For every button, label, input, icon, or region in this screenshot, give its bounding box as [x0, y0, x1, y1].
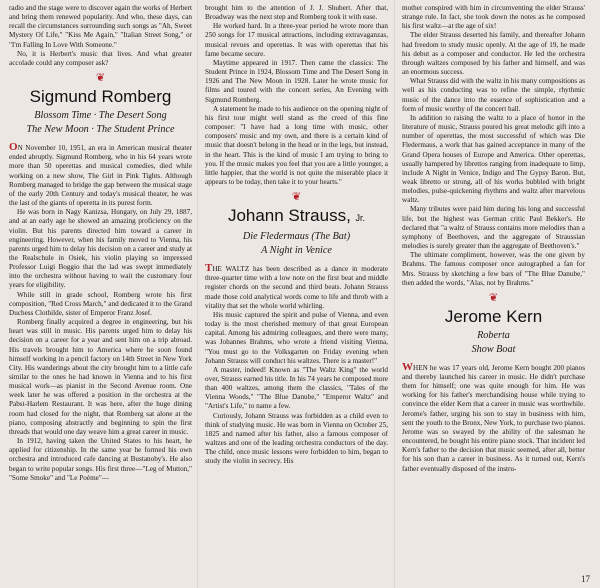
- heading-suffix: Jr.: [355, 213, 366, 224]
- paragraph: mother conspired with him in circumventing the elder Strauss' strange rule. In fact, she took down the notes as he composed his first waltz—at the age of six!: [402, 4, 585, 31]
- works-subtitle: Die Fledermaus (The Bat): [242, 231, 351, 243]
- paragraph: In 1912, having taken the United States to his heart, he applied for citizenship. In the same year he formed his own orchestra and introduced cafe dancing at Bustanoby's. He also began to write popular songs. His first three—"Leg of Mutton," "Some Smoke" and "Le Poème"—: [9, 437, 192, 482]
- paragraph-text: HEN he was 17 years old, Jerome Kern bought 200 pianos and thereby launched his career in music. He didn't purchase them for himself; one was quite enough for him. He was working for his father's merchandising house while trying to convince the elder Kern that a career in music was worthwhile. Jerome's father, urging his son to stay in business with him, sent the youth to the Bronx, New York, to purchase two pianos. Jerome was so swayed by the ability of the salesman he encountered, he bought his entire piano stock. That incident led Kern's father to the decision that music seemed, after all, better for his son than a career in business. As it turned out, Kern's father eventually disposed of the instru-: [402, 363, 585, 473]
- paragraph: His music captured the spirit and pulse of Vienna, and even today is the most cherished memory of that great European capital. Among his admiring colleagues, and there were many, was Johannes Brahms, who wrote a friend visiting Vienna, "You must go to the Volksgarten on Friday evening when Johann Strauss will conduct his waltzes. There is a master!": [205, 310, 388, 365]
- heading-text: Johann Strauss,: [227, 206, 351, 226]
- paragraph: The ultimate compliment, however, was the one given by Brahms. The famous composer once autographed a fan for Mrs. Strauss by sketching a few bars of "The Blue Danube," then added the words, "Alas, not by Brahms.": [402, 251, 585, 287]
- ornament-icon: ❦: [291, 191, 302, 204]
- paragraph: Maytime appeared in 1917. Then came the classics: The Student Prince in 1924, Blossom Time and The Desert Song in 1926 and The New Moon in 1928. Later he wrote music for films and toured with the concert series, An Evening with Sigmund Romberg.: [205, 58, 388, 104]
- paragraph: No, it is Herbert's music that lives. And what greater accolade could any composer ask?: [9, 49, 192, 67]
- section-heading-kern: Jerome Kern: [444, 306, 543, 326]
- drop-cap: O: [9, 141, 18, 154]
- works-subtitle: Show Boat: [471, 343, 516, 355]
- works-subtitle: A Night in Venice: [261, 245, 332, 257]
- paragraph-text: N November 10, 1951, an era in American musical theater ended abruptly. Sigmund Romberg, who in his 64 years wrote more than 50 operettas and musical comedies, died while working on a new show, The Girl in Pink Tights. Although Romberg managed to bridge the gap between the musical stage of the early 20th Century and today's musical theater, he was the last of the giants of operetta in its purest form.: [9, 144, 192, 208]
- paragraph: Romberg finally acquired a degree in engineering, but his heart was still in music. His parents urged him to delay his decision on a career for a year and sent him on a trip abroad. His travels brought him to America where he soon found himself working in a pencil factory on 14th Street in New York City. His wanderings about the city brought him to a little cafe similar to the ones he had known in Vienna and to his first musical work—as pianist in the Second Avenue room. One week later he was offered a position in the orchestra at the Pabst-Harlem Restaurant. It was here, after the huge dining room had closed for the night, that Romberg sat alone at the piano, composing abstractly and beginning to spin the first threads that would one day weave him a great career in music.: [9, 318, 192, 436]
- paragraph: brought him to the attention of J. J. Shubert. After that, Broadway was the next step and Romberg took it with ease.: [205, 4, 388, 22]
- paragraph: What Strauss did with the waltz in his many compositions as well as his conducting was to refine the simple, rhythmic music of the dance into the essence of sophistication and a form of music worthy of the concert hall.: [402, 77, 585, 113]
- paragraph: A master, indeed! Known as "The Waltz King" the world over, Strauss earned his title. In his 74 years he composed more than 400 waltzes, among them the classics, "Tales of the Vienna Woods," "The Blue Danube," "Emperor Waltz" and "Artist's Life," to name a few.: [205, 365, 388, 411]
- paragraph: A statement he made to his audience on the opening night of his first tour might well stand as the creed of this fine composer: "I have had a long time with music, other composers' music and my own, and there is a certain kind of music that doesn't belong in the head or in the legs, but instead, in the heart. This is the kind of music I am trying to bring to you. If the music makes you feel that you are a little younger, a little happier, that the world is not quite the miserable place it appears to be today, then take it to your hearts.": [205, 104, 388, 186]
- paragraph: [402, 360, 585, 474]
- section-heading-strauss: [205, 206, 388, 228]
- paragraph: In addition to raising the waltz to a place of honor in the literature of music, Strauss poured his great melodic gift into a number of operettas, the most successful of which was Die Fledermaus, a work that has gained acceptance in many of the Grand Opera houses of Europe and America. Other operettas, usually hampered by librettos ranging from inadequate to limp, include A Night in Venice, Indigo and The Gypsy Baron. But, weak libretto or strong, all of his works bubbled with bright melodies, pulse-quickening rhythms and waltz after marvelous waltz.: [402, 113, 585, 205]
- column-1: [9, 4, 192, 483]
- paragraph: Curiously, Johann Strauss was forbidden as a child even to think of studying music. He was born in Vienna on October 25, 1825 and named after his father, also a famous composer of waltzes and one of the leading orchestra conductors of the day. The child, once music lessons were forbidden to him, began to study the violin in secrecy. His: [205, 411, 388, 466]
- paragraph: radio and the stage were to discover again the works of Herbert and bring them renewed popularity. And who, these days, can recall the circumstances surrounding such songs as "Ah, Sweet Mystery Of Life," "Kiss Me Again," "Italian Street Song," or "I'm Falling In Love With Someone.": [9, 4, 192, 49]
- ornament-icon: ❦: [95, 72, 106, 85]
- paragraph: He worked hard. In a three-year period he wrote more than 250 songs for 17 musical attractions, including extravaganzas, musical revues and operettas. It was with operettas that his fame became secure.: [205, 22, 388, 58]
- ornament-icon: ❦: [488, 291, 499, 304]
- section-heading-romberg: Sigmund Romberg: [29, 87, 172, 107]
- paragraph-text: HE WALTZ has been described as a dance in moderate three-quarter time with a low note on the first beat and middle register chords on the second and third beats. Johann Strauss made those cold analytical words come to life and throb with a vitality that set the whole world whirling.: [205, 265, 388, 310]
- paragraph: [9, 143, 192, 208]
- column-divider: [394, 0, 395, 588]
- column-3: [402, 4, 585, 474]
- paragraph: He was born in Nagy Kanizsa, Hungary, on July 29, 1887, and at an early age he showed an amazing proficiency on the violin. But his parents directed him toward a career in engineering. However, when his family moved to Vienna, his parents urged him to delay his decision on a career and study at the Realschule in Osiek, his violin playing so impressed Professor Luigi Boggio that the lad was swept immediately into the orchestra without having to wait the customary four years for eligibility.: [9, 208, 192, 290]
- works-subtitle: The New Moon · The Student Prince: [26, 124, 175, 136]
- paragraph: While still in grade school, Romberg wrote his first composition, "Red Cross March," and dedicated it to the Grand Duchess Clothilde, sister of Emperor Franz Josef.: [9, 290, 192, 317]
- paragraph: [205, 264, 388, 311]
- paragraph: The elder Strauss deserted his family, and thereafter Johann had freedom to study music openly. At the age of 19, he made his debut as a composer and conductor. He led the orchestra through waltzes composed by his father and himself, and was an enormous success.: [402, 31, 585, 77]
- paragraph: Many tributes were paid him during his long and successful life, but the highest was German critic Paul Bekker's. He declared that "a waltz of Strauss contains more melodies than a symphony of Beethoven, and the aggregate of Straussian melodies is surely greater than the aggregate of Beethoven's.": [402, 205, 585, 251]
- column-divider: [197, 0, 198, 588]
- works-subtitle: Blossom Time · The Desert Song: [34, 110, 167, 122]
- page-number: 17: [581, 574, 590, 584]
- drop-cap: T: [205, 262, 213, 275]
- drop-cap: W: [402, 360, 413, 373]
- column-2: [205, 4, 388, 467]
- works-subtitle: Roberta: [477, 329, 510, 341]
